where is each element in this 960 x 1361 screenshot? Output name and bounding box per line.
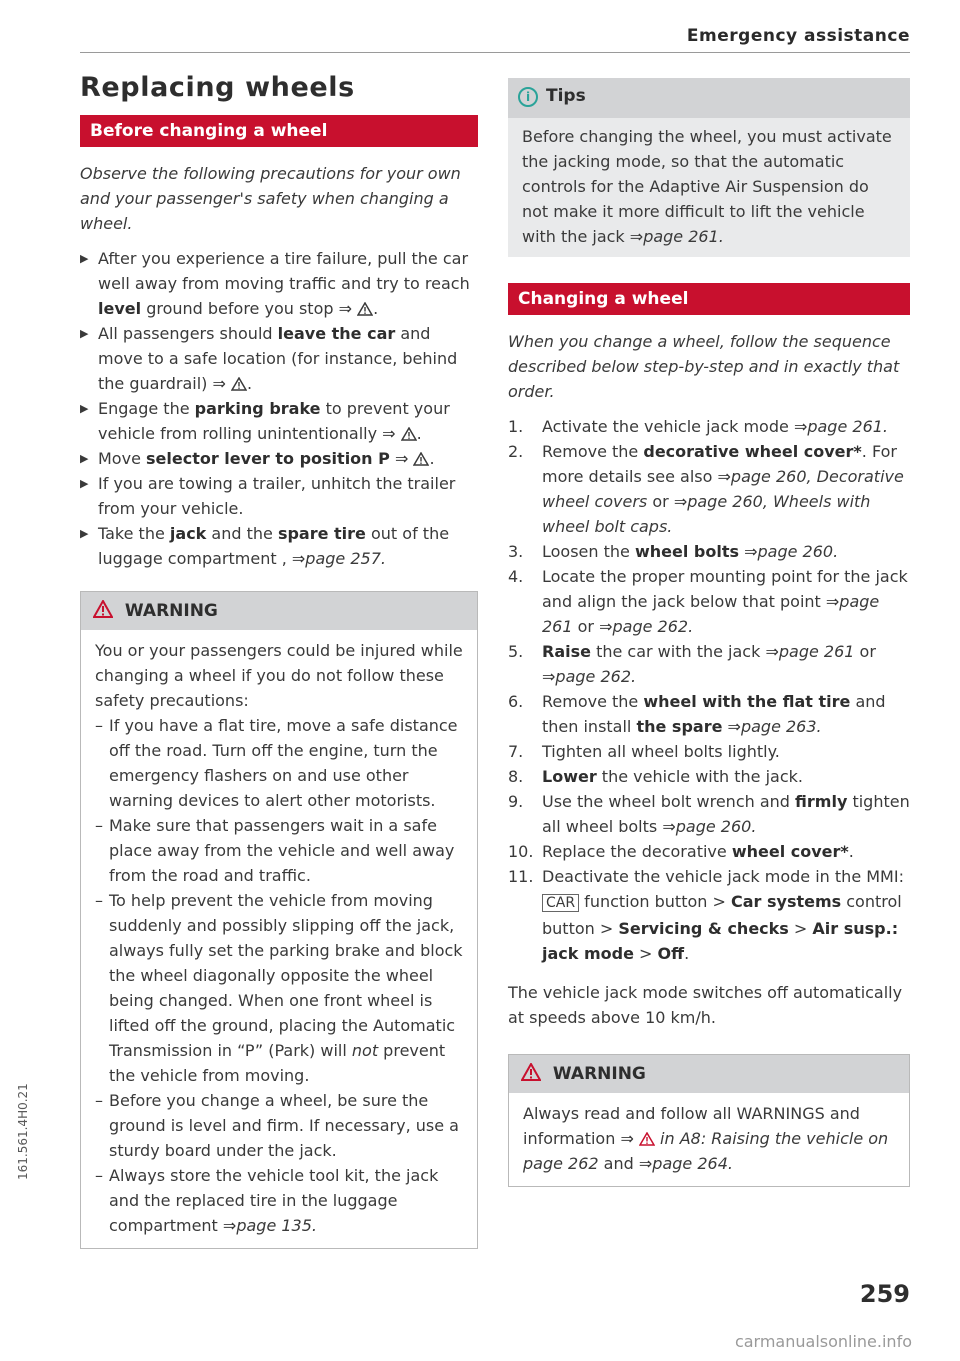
list-item: ▶ All passengers should leave the car and move to a safe location (for instance, behind the guardrail) ⇒ . [80,321,478,396]
header-rule [80,52,910,53]
auto-off-text: The vehicle jack mode switches off automatically at speeds above 10 km/h. [508,983,903,1027]
watermark: carmanualsonline.info [734,1332,912,1351]
warning-triangle-icon[interactable] [231,377,247,391]
arrow-ref-icon[interactable]: ⇒ [382,424,396,443]
subsection-heading-changing: Changing a wheel [508,283,910,315]
arrow-ref-icon[interactable]: ⇒ [744,542,758,561]
page-ref-link[interactable]: page 135. [236,1216,317,1235]
warning-body: Always read and follow all WARNINGS and information ⇒ in A8: Raising the vehicle on page 262 and ⇒page 264. [523,1104,889,1173]
list-item: – If you have a flat tire, move a safe distance off the road. Turn off the engine, turn the emergency flashers on and use other warning devices to alert other motorists. [95,716,458,810]
warning-label: WARNING [124,601,218,621]
warning-box [80,591,478,1249]
page-ref-link[interactable]: page 263. [740,717,822,736]
list-item: – Always store the vehicle tool kit, the jack and the replaced tire in the luggage compartment ⇒page 135. [95,1166,439,1235]
page-ref-link[interactable]: page 260, Wheels with wheel bolt caps. [542,492,871,536]
page-number: 259 [859,1280,910,1308]
arrow-ref-icon[interactable]: ⇒ [727,717,741,736]
car-key: CAR [542,894,579,912]
list-item: ▶ Move selector lever to position P ⇒ . [80,446,478,471]
list-item: – Make sure that passengers wait in a safe place away from the vehicle and well away from the road and traffic. [95,816,455,885]
warning-triangle-icon[interactable] [401,427,417,441]
tips-header [508,78,910,118]
step-item: 8. Lower the vehicle with the jack. [508,767,803,786]
arrow-ref-icon[interactable]: ⇒ [793,417,808,436]
page-ref-link[interactable]: in A8: Raising the vehicle on page 262 [523,1129,889,1173]
warning-triangle-icon[interactable] [639,1132,655,1146]
tips-body: Before changing the wheel, you must activate the jacking mode, so that the automatic controls for the Adaptive Air Suspension do not make it more difficult to lift the vehicle with the jack ⇒page 261. [522,127,892,246]
page-ref-link[interactable]: page 260, Decorative wheel covers [542,467,904,511]
warning-triangle-icon[interactable] [413,452,429,466]
triangle-bullet-icon: ▶ [80,402,89,415]
page-ref-link[interactable]: page 260. [757,542,839,561]
steps-list [508,414,910,966]
arrow-ref-icon[interactable]: ⇒ [662,817,676,836]
arrow-ref-icon[interactable]: ⇒ [599,617,613,636]
subsection-heading-before-changing: Before changing a wheel [80,115,478,147]
arrow-ref-icon[interactable]: ⇒ [394,449,409,468]
arrow-ref-icon[interactable]: ⇒ [673,492,688,511]
warning-list [95,713,463,1238]
step-item: 4. Locate the proper mounting point for the jack and align the jack below that point ⇒page 261 or ⇒page 262. [508,567,908,636]
arrow-ref-icon[interactable]: ⇒ [338,299,353,318]
triangle-bullet-icon: ▶ [80,477,89,490]
arrow-ref-icon[interactable]: ⇒ [212,374,226,393]
arrow-ref-icon[interactable]: ⇒ [620,1129,634,1148]
right-column [508,78,910,1187]
step-item: 1. Activate the vehicle jack mode ⇒page 261. [508,417,889,436]
step-item: 7. Tighten all wheel bolts lightly. [508,742,780,761]
page-ref-link[interactable]: page 261 [778,642,855,661]
arrow-ref-icon[interactable]: ⇒ [222,1216,237,1235]
arrow-ref-icon[interactable]: ⇒ [542,667,556,686]
triangle-bullet-icon: ▶ [80,452,89,465]
list-item: ▶ If you are towing a trailer, unhitch the trailer from your vehicle. [80,471,478,521]
step-item: 2. Remove the decorative wheel cover*. For more details see also ⇒page 260, Decorative wheel covers or ⇒page 260, Wheels with wheel bolt caps. [508,442,904,536]
page-ref-link[interactable]: page 261 [542,592,880,636]
page-ref-link[interactable]: page 260. [675,817,757,836]
warning-intro: You or your passengers could be injured while changing a wheel if you do not follow these safety precautions: [95,641,463,710]
warning-triangle-icon [93,600,113,618]
precautions-list [80,246,478,571]
list-item: – To help prevent the vehicle from moving suddenly and possibly slipping off the jack, always fully set the parking brake and block the wheel diagonally opposite the wheel being changed. When one front wheel is lifted off the ground, placing the Automatic Transmission in “P” (Park) will not prevent the vehicle from moving. [95,891,463,1085]
info-icon: i [518,87,538,107]
arrow-ref-icon[interactable]: ⇒ [717,467,731,486]
arrow-ref-icon[interactable]: ⇒ [765,642,779,661]
arrow-ref-icon[interactable]: ⇒ [629,227,644,246]
page-ref-link[interactable]: page 261. [807,417,889,436]
page-ref-link[interactable]: page 262. [612,617,694,636]
page-ref-link[interactable]: page 264. [652,1154,733,1173]
warning-label: WARNING [552,1064,646,1084]
warning-triangle-icon [521,1063,541,1081]
tips-label: Tips [546,86,586,106]
step-item: 3. Loosen the wheel bolts ⇒page 260. [508,542,839,561]
section-title: Emergency assistance [686,26,910,46]
step-item: 5. Raise the car with the jack ⇒page 261 or ⇒page 262. [508,642,876,686]
warning-body [81,630,477,1248]
list-item: – Before you change a wheel, be sure the ground is level and firm. If necessary, use a sturdy board under the jack. [95,1091,459,1160]
page-ref-link[interactable]: page 261. [643,227,724,246]
warning-triangle-icon[interactable] [357,302,373,316]
left-column [80,72,478,1249]
list-item: ▶ After you experience a tire failure, pull the car well away from moving traffic and try to reach level ground before you stop ⇒ . [80,246,478,321]
list-item: ▶ Take the jack and the spare tire out of the luggage compartment , ⇒page 257. [80,521,478,571]
page-title: Replacing wheels [80,72,355,103]
list-item: ▶ Engage the parking brake to prevent your vehicle from rolling unintentionally ⇒ . [80,396,478,446]
step-item: 9. Use the wheel bolt wrench and firmly tighten all wheel bolts ⇒page 260. [508,792,910,836]
step-item: 11. Deactivate the vehicle jack mode in the MMI: CAR function button > Car systems control button > Servicing & checks > Air susp.: jack mode > Off. [508,867,904,963]
arrow-ref-icon[interactable]: ⇒ [638,1154,653,1173]
triangle-bullet-icon: ▶ [80,252,89,265]
arrow-ref-icon[interactable]: ⇒ [825,592,840,611]
warning-header [81,592,477,630]
triangle-bullet-icon: ▶ [80,327,89,340]
intro-text: When you change a wheel, follow the sequence described below step-by-step and in exactly that order. [508,332,900,401]
document-code: 161.561.4H0.21 [16,1083,30,1180]
page-ref-link[interactable]: page 262. [555,667,637,686]
step-item: 6. Remove the wheel with the flat tire and then install the spare ⇒page 263. [508,692,886,736]
intro-text: Observe the following precautions for your own and your passenger's safety when changing a wheel. [80,164,461,233]
tips-box [508,78,910,257]
warning-box [508,1054,910,1187]
triangle-bullet-icon: ▶ [80,527,89,540]
page-ref-link[interactable]: page 257. [305,549,386,568]
warning-header [509,1055,909,1093]
step-item: 10. Replace the decorative wheel cover*. [508,842,854,861]
arrow-ref-icon[interactable]: ⇒ [291,549,306,568]
